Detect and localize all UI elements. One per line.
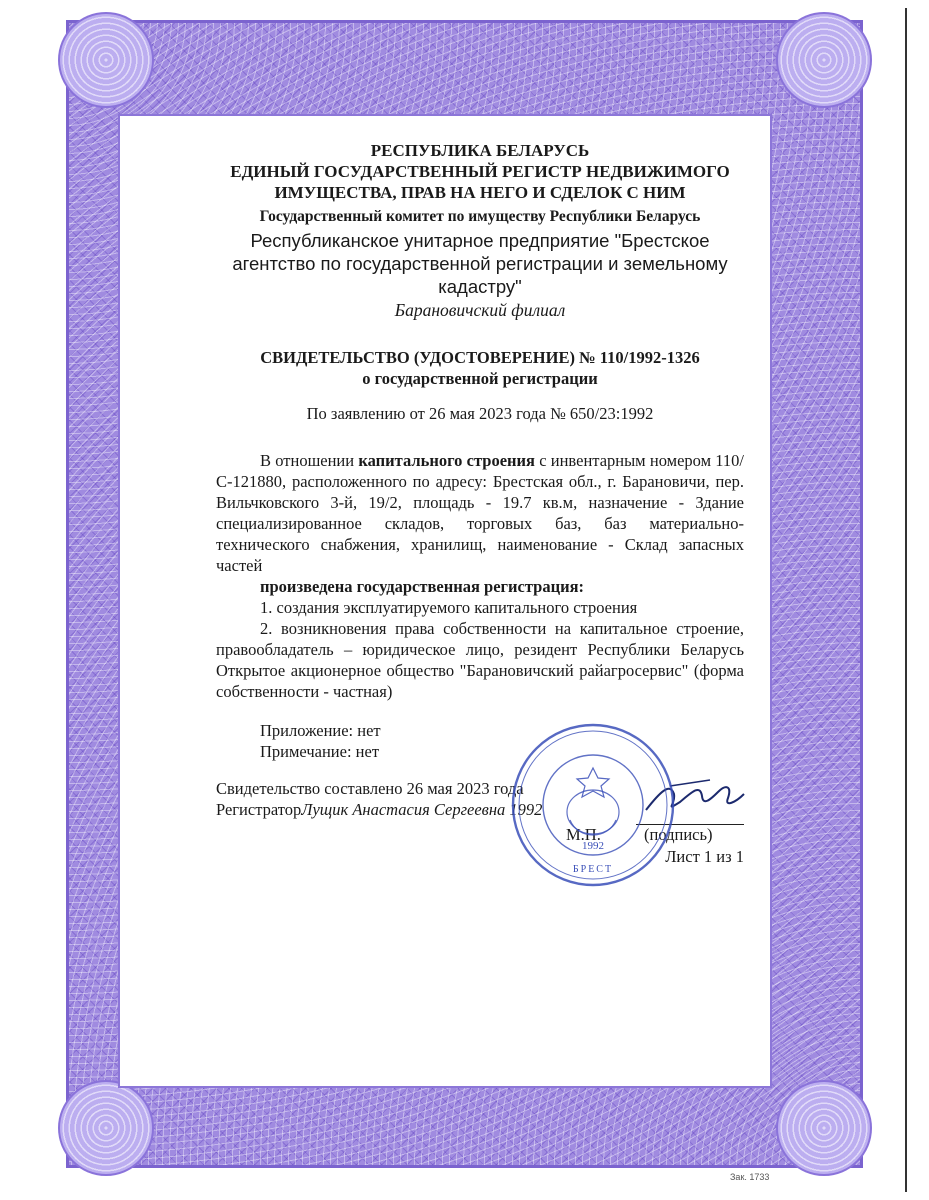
header-registry-line1: ЕДИНЫЙ ГОСУДАРСТВЕННЫЙ РЕГИСТР НЕДВИЖИМОГО (230, 162, 730, 181)
corner-ornament (60, 14, 152, 106)
application-reference: По заявлению от 26 мая 2023 года № 650/23:1992 (306, 404, 654, 423)
scan-edge-line (905, 8, 907, 1192)
note-line: Примечание: нет (260, 742, 380, 761)
seal-year: 1992 (582, 840, 604, 852)
certificate-subtitle: о государственной регистрации (362, 369, 598, 388)
header-registry-line2: ИМУЩЕСТВА, ПРАВ НА НЕГО И СДЕЛОК С НИМ (274, 183, 686, 202)
official-seal-stamp (508, 720, 678, 890)
corner-ornament (60, 1082, 152, 1174)
registrar-name: Лущик Анастасия Сергеевна 1992 (301, 800, 543, 819)
registration-item-2: 2. возникновения права собственности на капитальное строение, правообладатель – юридическое лицо, резидент Республики Беларусь Открытое акционерное общество "Барановичский райагросервис" (форма собственности - частная) (216, 619, 744, 701)
object-description: с инвентарным номером 110/С-121880, расположенного по адресу: Брестская обл., г. Барановичи, пер. Вильчковского 3-й, 19/2, площадь - 19.7 кв.м, назначение - Здание специализированное складов, торговых баз, баз материально-технического снабжения, хранилищ, наименование - Склад запасных частей (216, 451, 744, 575)
registration-item-1: 1. создания эксплуатируемого капитального строения (260, 598, 638, 617)
header-country: РЕСПУБЛИКА БЕЛАРУСЬ (370, 141, 590, 160)
signature-label: (подпись) (644, 825, 713, 844)
header-committee: Государственный комитет по имуществу Республики Беларусь (259, 208, 701, 225)
object-type: капитального строения (358, 451, 535, 470)
seal-city: БРЕСТ (572, 864, 614, 875)
seal-place-label: М.П. (566, 825, 601, 844)
appendix-line: Приложение: нет (260, 721, 381, 740)
corner-ornament (778, 1082, 870, 1174)
object-text-intro: В отношении (260, 451, 359, 470)
registrar-label: Регистратор (216, 800, 302, 819)
registration-heading: произведена государственная регистрация: (260, 577, 585, 596)
corner-ornament (778, 14, 870, 106)
sheet-counter: Лист 1 из 1 (665, 847, 744, 866)
header-agency: Республиканское унитарное предприятие "Брестское агентство по государственной регистрации и земельному кадастру" (232, 230, 728, 297)
certificate-title: СВИДЕТЕЛЬСТВО (УДОСТОВЕРЕНИЕ) № 110/1992-1326 (260, 348, 700, 367)
print-order-code: Зак. 1733 (730, 1172, 770, 1182)
header-branch: Барановичский филиал (394, 300, 566, 320)
object-paragraph (216, 450, 744, 576)
issued-date: Свидетельство составлено 26 мая 2023 года (216, 779, 524, 798)
